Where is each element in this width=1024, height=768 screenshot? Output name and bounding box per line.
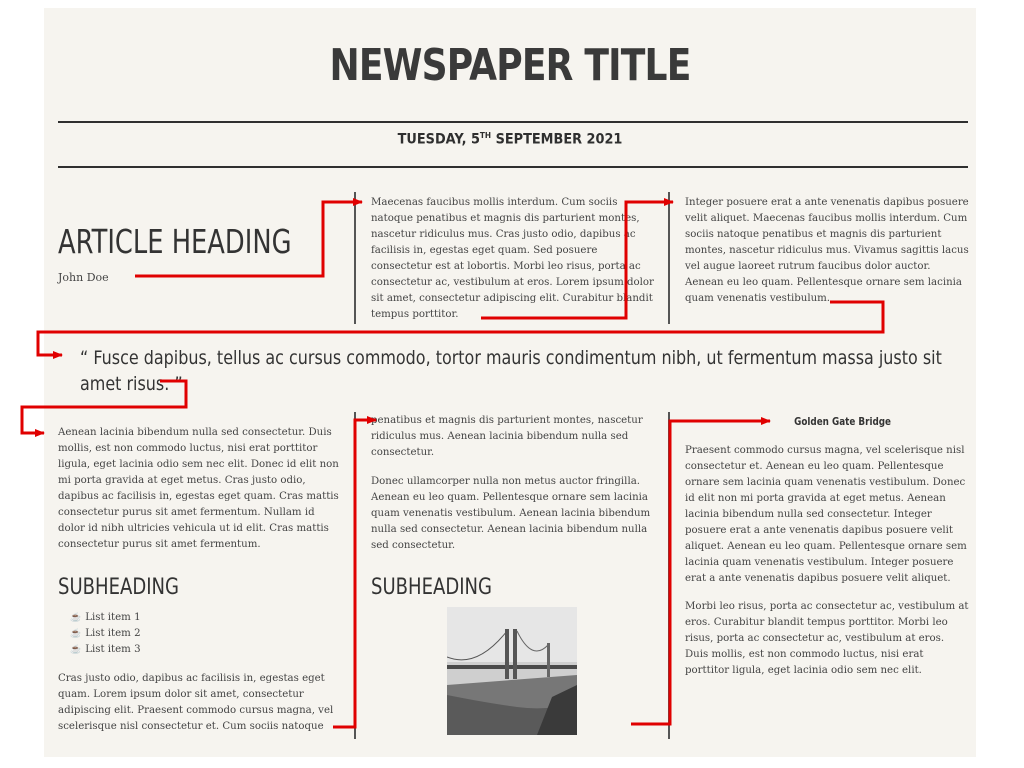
coffee-cup-icon: ☕ bbox=[70, 629, 82, 639]
column-two-paragraph: penatibus et magnis dis parturient montes, nascetur ridiculus mus. Aenean lacinia bibendum nulla sed consectetur. bbox=[371, 415, 643, 458]
subheading: SUBHEADING bbox=[371, 575, 493, 600]
column-three-paragraph: Praesent commodo cursus magna, vel scelerisque nisl consectetur et. Aenean eu leo quam. Pellentesque ornare sem lacinia quam venenatis vestibulum. Donec id elit non mi porta gravida at eget metus. Aenean lacinia bibendum nulla sed consectetur. Integer posuere erat a ante venenatis dapibus posuere velit aliquet. Aenean eu leo quam. Pellentesque ornare sem lacinia quam venenatis vestibulum. Integer posuere erat a ante venenatis dapibus posuere velit aliquet. bbox=[685, 445, 967, 584]
column-three-paragraph: Morbi leo risus, porta ac consectetur ac, vestibulum at eros. Curabitur blandit tempus porttitor. Morbi leo risus, porta ac consectetur ac, vestibulum at eros. Duis mollis, est non commodo luctus, nisi erat porttitor ligula, eget lacinia odio sem nec elit. bbox=[685, 601, 969, 676]
red-arrow-icon bbox=[481, 202, 673, 318]
photo-caption: Golden Gate Bridge bbox=[794, 415, 892, 428]
red-arrow-icon bbox=[22, 381, 186, 433]
column-two-paragraph: Maecenas faucibus mollis interdum. Cum sociis natoque penatibus et magnis dis parturient montes, nascetur ridiculus mus. Cras justo odio, dapibus ac facilisis in, egestas eget quam. Sed posuere consectetur est at lobortis. Morbi leo risus, porta ac consectetur ac, vestibulum at eros. Lorem ipsum dolor sit amet, consectetur adipiscing elit. Curabitur blandit tempus porttitor. bbox=[371, 197, 654, 320]
red-arrow-icon bbox=[333, 420, 376, 727]
dateline: TUESDAY, 5TH SEPTEMBER 2021 bbox=[397, 131, 623, 148]
article-heading: ARTICLE HEADING bbox=[58, 222, 292, 261]
column-one-paragraph: Aenean lacinia bibendum nulla sed consectetur. Duis mollis, est non commodo luctus, nisi erat porttitor ligula, eget lacinia odio sem nec elit. Donec id elit non mi porta gravida at eget metus. Cras justo odio, dapibus ac facilisis in, egestas eget quam. Cras mattis consectetur purus sit amet fermentum. Nullam id dolor id nibh ultricies vehicula ut id elit. Cras mattis consectetur purus sit amet fermentum. bbox=[58, 427, 339, 550]
list-item: ☕ List item 3 bbox=[70, 644, 141, 655]
coffee-cup-icon: ☕ bbox=[70, 613, 82, 623]
pull-quote: “ Fusce dapibus, tellus ac cursus commodo, tortor mauris condimentum nibh, ut fermentum massa justo sit amet risus. ” bbox=[80, 347, 942, 395]
red-arrow-icon bbox=[38, 302, 883, 355]
column-one-paragraph: Cras justo odio, dapibus ac facilisis in, egestas eget quam. Lorem ipsum dolor sit amet, consectetur adipiscing elit. Praesent commodo cursus magna, vel scelerisque nisl consectetur et. Cum sociis natoque bbox=[58, 673, 334, 732]
newspaper-title: NEWSPAPER TITLE bbox=[329, 40, 691, 91]
column-three-paragraph: Integer posuere erat a ante venenatis dapibus posuere velit aliquet. Maecenas faucibus mollis interdum. Cum sociis natoque penatibus et magnis dis parturient montes, nascetur ridiculus mus. Vivamus sagittis lacus vel augue laoreet rutrum faucibus dolor auctor. Aenean eu leo quam. Pellentesque ornare sem lacinia quam venenatis vestibulum. bbox=[685, 197, 969, 304]
coffee-cup-icon: ☕ bbox=[70, 645, 82, 655]
subheading: SUBHEADING bbox=[58, 575, 180, 600]
list-item: ☕ List item 1 bbox=[70, 612, 141, 623]
author-byline: John Doe bbox=[58, 271, 109, 284]
column-two-paragraph: Donec ullamcorper nulla non metus auctor fringilla. Aenean eu leo quam. Pellentesque ornare sem lacinia quam venenatis vestibulum. Aenean lacinia bibendum nulla sed consectetur. Aenean lacinia bibendum nulla sed consectetur. bbox=[371, 476, 651, 551]
red-arrow-icon bbox=[135, 202, 362, 276]
list-item: ☕ List item 2 bbox=[70, 628, 141, 639]
red-arrow-icon bbox=[631, 421, 770, 724]
